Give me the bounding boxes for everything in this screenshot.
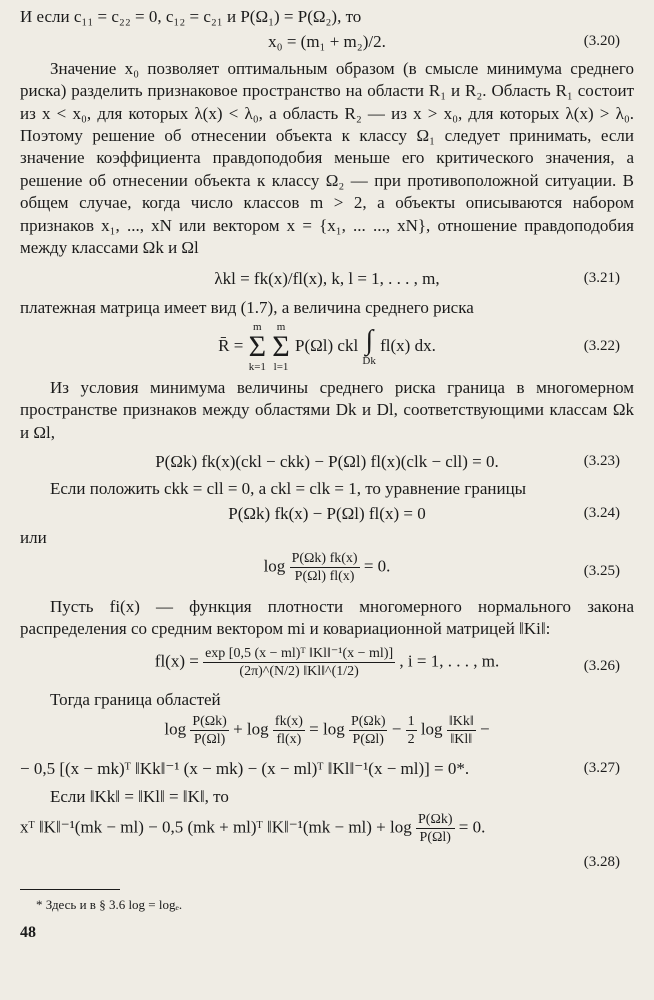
equation-body <box>218 321 436 373</box>
eq-part: + log <box>233 719 269 739</box>
integral-symbol <box>362 327 375 367</box>
denominator: P(Ωl) fl(x) <box>294 568 355 584</box>
fraction <box>349 713 388 748</box>
eq-part: log <box>420 719 443 739</box>
equation-number: (3.22) <box>583 338 620 355</box>
equation-number: (3.28) <box>583 853 620 870</box>
footnote: * Здесь и в § 3.6 log = logₑ. <box>36 896 183 912</box>
equation-number: (3.20) <box>583 33 620 50</box>
eq-part: − <box>391 719 402 739</box>
numerator: P(Ωk) <box>192 713 227 729</box>
equation-number: (3.26) <box>583 657 620 674</box>
numerator: P(Ωk) <box>418 811 453 827</box>
eq-part: fl(x) = <box>154 650 199 670</box>
sum-symbol <box>272 321 289 373</box>
eq-part: R̄ = <box>218 335 244 355</box>
equation-number: (3.23) <box>583 453 620 470</box>
paragraph: Если ‖Kk‖ = ‖Kl‖ = ‖K‖, то <box>50 787 229 807</box>
equation-body: P(Ωk) fk(x)(ckl − ckk) − P(Ωl) fl(x)(clk − cll) = 0. <box>155 452 499 472</box>
equation-3-27-line-1 <box>20 713 634 753</box>
eq-part: xᵀ ‖K‖⁻¹(mk − ml) − 0,5 (mk + ml)ᵀ ‖K‖⁻¹(mk − ml) + log <box>20 817 412 837</box>
equation-3-27-line-2 <box>20 757 634 780</box>
sum-upper: m <box>253 321 262 334</box>
equation-body <box>155 645 499 680</box>
numerator: 1 <box>407 713 415 729</box>
paragraph: Из условия минимума величины среднего риска граница в многомерном пространстве признаков между областями Dk и Dl, соответствующими классам Ωk и Ωl, <box>20 378 634 442</box>
eq-part: log <box>263 556 286 576</box>
eq-part: , i = 1, . . . , m. <box>399 650 500 670</box>
fraction <box>416 811 455 846</box>
denominator: ‖Kl‖ <box>450 731 473 747</box>
paragraph: Пусть fi(x) — функция плотности многомерного нормального закона распределения со средним вектором mi и ковариационной матрицей ‖Ki‖: <box>20 596 634 639</box>
eq-part: P(Ωl) ckl <box>295 335 359 355</box>
equation-3-23 <box>20 450 634 473</box>
sum-lower: l=1 <box>273 361 289 374</box>
equation-number-row <box>20 851 634 873</box>
denominator: fl(x) <box>276 731 302 747</box>
eq-part: = log <box>309 719 345 739</box>
paragraph: Значение x₀ позволяет оптимальным образом (в смысле минимума среднего риска) разделить признаковое пространство на области R₁ и R₂. Область R₁ состоит из x < x₀, для которых λ(x) < λ₀, а область R₂ — из x > x₀, для которых λ(x) > λ₀. Поэтому решение об отнесении объекта к классу Ω₁ следует принимать, если значение коэффициента правдоподобия меньше его критического значения, а решение об отнесении объекта к классу Ω₂ — при противоположной ситуации. В общем случае, когда число классов m > 2, а объекты описываются набором признаков x₁, ..., xN или вектором x = {x₁, ... ..., xN}, отношение правдоподобия между классами Ωk и Ωl <box>20 58 634 257</box>
sum-symbol <box>249 321 266 373</box>
numerator: P(Ωk) fk(x) <box>291 550 358 566</box>
equation-3-24 <box>20 502 634 525</box>
equation-body: λkl = fk(x)/fl(x), k, l = 1, . . . , m, <box>214 269 440 289</box>
sigma-glyph: Σ <box>248 330 267 364</box>
equation-number: (3.25) <box>583 562 620 579</box>
equation-body <box>264 550 391 585</box>
eq-part: log <box>164 719 187 739</box>
equation-body <box>20 811 485 846</box>
eq-part: = 0. <box>458 817 486 837</box>
numerator: exp [0,5 (x − ml)ᵀ ‖Kl‖⁻¹(x − ml)] <box>205 645 394 661</box>
page-number: 48 <box>20 923 36 941</box>
paragraph: Если положить ckk = cll = 0, а ckl = clk = 1, то уравнение границы <box>50 478 527 498</box>
fraction <box>190 713 229 748</box>
integral-glyph: ∫ <box>365 325 373 357</box>
fraction <box>203 645 395 680</box>
eq-part: − <box>480 719 490 739</box>
fraction <box>447 713 476 748</box>
eq-part: fl(x) dx. <box>380 335 436 355</box>
fraction <box>290 550 360 585</box>
denominator: 2 <box>407 731 415 747</box>
denominator: (2π)^(N/2) ‖Kl‖^(1/2) <box>239 663 359 679</box>
equation-3-22 <box>20 321 634 374</box>
equation-3-21 <box>20 267 634 290</box>
text-line: И если c₁₁ = c₂₂ = 0, c₁₂ = c₂₁ и P(Ω₁) = P(Ω₂), то <box>20 7 362 26</box>
denominator: P(Ωl) <box>193 731 226 747</box>
equation-body <box>164 713 489 748</box>
denominator: P(Ωl) <box>352 731 384 747</box>
footnote-rule <box>20 889 120 890</box>
equation-number: (3.24) <box>583 504 620 521</box>
numerator: P(Ωk) <box>350 713 386 729</box>
equation-3-28 <box>20 811 634 851</box>
equation-3-20 <box>20 30 634 53</box>
fraction <box>273 713 305 748</box>
paragraph: Тогда граница областей <box>50 689 221 709</box>
eq-part: = 0. <box>363 556 391 576</box>
sum-upper: m <box>276 321 286 334</box>
sum-lower: k=1 <box>248 361 266 374</box>
equation-3-25 <box>20 550 634 590</box>
equation-number: (3.21) <box>583 270 620 287</box>
fraction <box>406 713 417 748</box>
sigma-glyph: Σ <box>272 330 290 364</box>
equation-body: − 0,5 [(x − mk)ᵀ ‖Kk‖⁻¹ (x − mk) − (x − ml)ᵀ ‖Kl‖⁻¹(x − ml)] = 0*. <box>20 758 470 778</box>
paragraph: платежная матрица имеет вид (1.7), а величина среднего риска <box>20 297 474 317</box>
equation-number: (3.27) <box>583 759 620 776</box>
integral-domain: Dk <box>362 355 376 368</box>
numerator: ‖Kk‖ <box>448 713 474 729</box>
numerator: fk(x) <box>274 713 303 729</box>
equation-3-26 <box>20 645 634 685</box>
paragraph: или <box>20 528 47 548</box>
denominator: P(Ωl) <box>419 829 451 845</box>
equation-body: P(Ωk) fk(x) − P(Ωl) fl(x) = 0 <box>228 503 426 523</box>
equation-body: x₀ = (m₁ + m₂)/2. <box>268 32 386 52</box>
